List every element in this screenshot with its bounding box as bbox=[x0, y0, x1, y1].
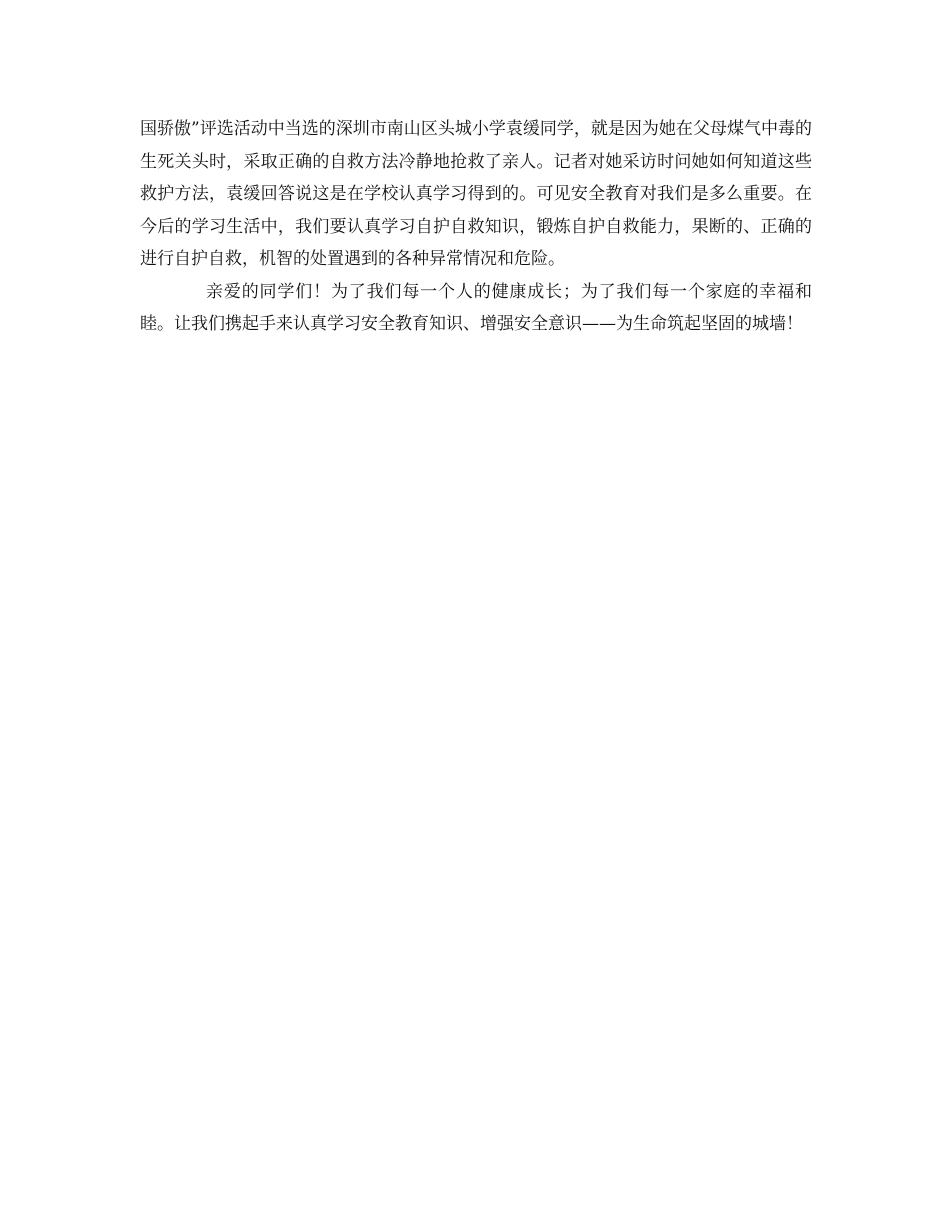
document-body bbox=[140, 113, 812, 341]
paragraph-closing: 亲爱的同学们！为了我们每一个人的健康成长；为了我们每一个家庭的幸福和睦。让我们携起手来认真学习安全教育知识、增强安全意识——为生命筑起坚固的城墙！ bbox=[140, 281, 812, 334]
paragraph-continuation: 国骄傲”评选活动中当选的深圳市南山区头城小学袁缓同学，就是因为她在父母煤气中毒的生死关头时，采取正确的自救方法冷静地抢救了亲人。记者对她采访时问她如何知道这些救护方法，袁缓回答说这是在学校认真学习得到的。可见安全教育对我们是多么重要。在今后的学习生活中，我们要认真学习自护自救知识，锻炼自护自救能力，果断的、正确的进行自护自救，机智的处置遇到的各种异常情况和危险。 bbox=[140, 119, 812, 269]
